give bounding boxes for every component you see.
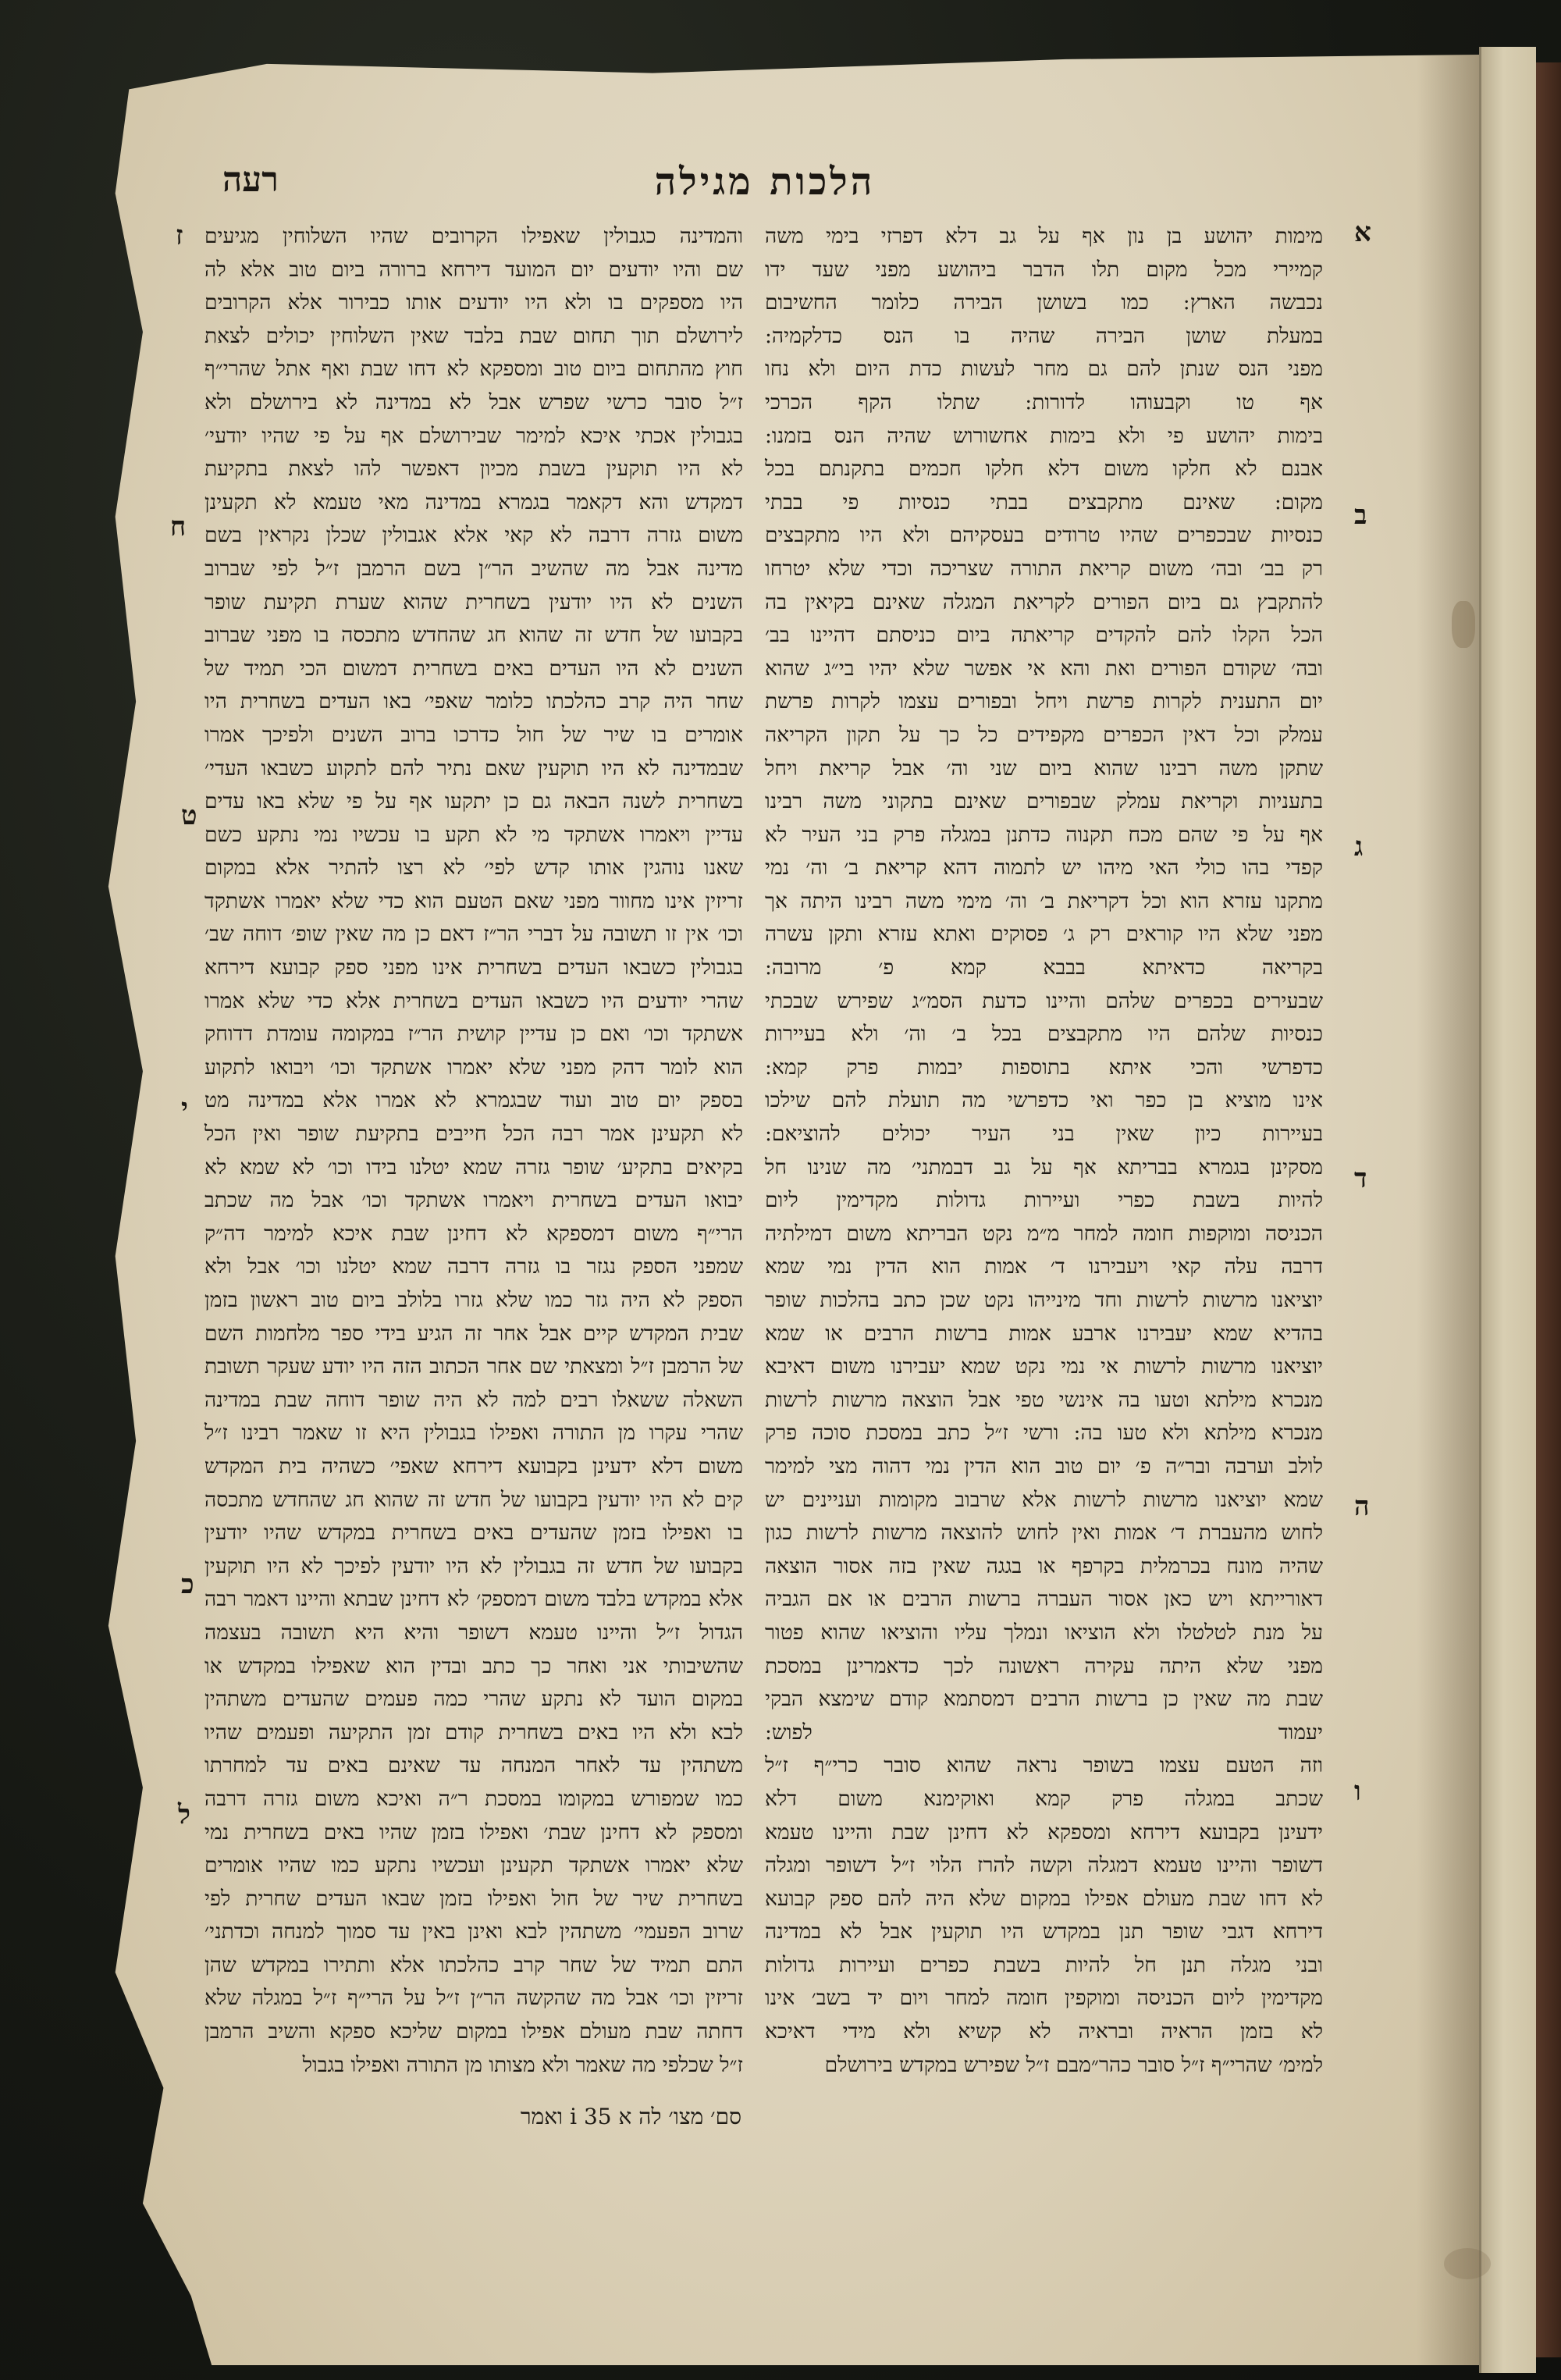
text-line: משום גזרה דרבה לא קאי אלא אגבולין שכלן נקראין בשם — [204, 523, 743, 548]
margin-letter: ג — [1354, 831, 1364, 863]
text-line: שכתב במגלה פרק קמא ואוקימנא משום דלא — [765, 1786, 1323, 1811]
text-line: להיות בשבת כפרי ועיירות גדולות מקדימין ליום — [765, 1188, 1323, 1213]
text-line: בקיאים בתקיע׳ שופר גזרה שמא יטלנו בידו וכו׳ לא שמא לא — [204, 1154, 743, 1179]
text-line: כדפרשי והכי איתא בתוספות יבמות פרק קמא: — [765, 1055, 1323, 1080]
text-line: מסקינן בגמרא בבריתא אף על גב דבמתני׳ מה שנינו חל — [765, 1154, 1323, 1179]
text-line: שהרי עקרו מן התורה ואפילו בגבולין היא זו שאמר רבינו ז״ל — [204, 1421, 743, 1446]
text-line: במעלת שושן הבירה שהיה בו הנס כדלקמיה: — [765, 323, 1323, 348]
text-line: קמיירי מכל מקום תלו הדבר ביהושע מפני שעד ידו — [765, 257, 1323, 282]
text-line: יוציאנו מרשות לרשות אי נמי נקט שמא יעבירנו משום דאיבא — [765, 1354, 1323, 1379]
text-line: הוא לומר דהק מפני שלא יאמרו אשתקד וכו׳ ויבואו לתקוע — [204, 1055, 743, 1080]
text-line: הכל הקלו להם להקדים קריאתה ביום כניסתם דהיינו בב׳ — [765, 623, 1323, 648]
catchword-line: סם׳ מצו׳ לה א 35 i ואמר — [520, 2104, 741, 2129]
text-line: הרי״ף משום דמספקא לא דחינן שבת איכא למימר דה״ק — [204, 1221, 743, 1246]
text-line: שמפני הספק נגזר בו גזרה דרבה שמא יטלנו וכו׳ אבל ולא — [204, 1254, 743, 1279]
text-line: דחתה שבת מעולם אפילו במקום שליכא ספקא והשיב הרמבן — [204, 2019, 743, 2044]
text-line: וכו׳ אין זו תשובה על דברי הר״ז דאם כן מה שאין שופ׳ דוחה שב׳ — [204, 922, 743, 947]
text-line: השנים לא היו יודעין בשחרית שהוא שערת תקיעת שופר — [204, 589, 743, 614]
text-line: דשופר והיינו טעמא דמגלה וקשה להרז הלוי ז״ל דשופר ומגלה — [765, 1853, 1323, 1878]
text-line: שאנו נוהגין אותו קדש לפי׳ לא רצו להתיר אלא במקום — [204, 856, 743, 880]
text-line: אבנם לא חלקו משום דלא חלקו חכמים בתקנתם בכל — [765, 457, 1323, 482]
text-line: דירחא דגבי שופר תנן במקדש היו תוקעין אבל לא במדינה — [765, 1919, 1323, 1944]
text-line: מפני שלא היו קוראים רק ג׳ פסוקים ואתא עזרא ותקן עשרה — [765, 922, 1323, 947]
text-line: דאורייתא ויש כאן אסור העברה ברשות הרבים או אם הגביה — [765, 1587, 1323, 1612]
text-line: שלא יאמרו אשתקד תקעינן ועכשיו נתקע כמו שהיו אומרים — [204, 1853, 743, 1878]
text-line: עדיין ויאמרו אשתקד מי לא תקע בו עכשיו נמי נתקע כשם — [204, 822, 743, 847]
text-line: בגבולין אכתי איכא למימר שבירושלם אף על פי שהיו יודעי׳ — [204, 423, 743, 448]
margin-letter: ב — [1354, 500, 1367, 531]
text-line: מקום: שאינם מתקבצים בבתי כנסיות פי בבתי — [765, 489, 1323, 514]
text-line: בקבועו של חדש זה שהוא חג שהחדש מתכסה בו מפני שברוב — [204, 623, 743, 648]
text-line: מקדימין ליום הכניסה ומוקפין חומה למחר ויום יד בשב׳ אינו — [765, 1986, 1323, 2011]
text-line: השאלה ששאלו רבים למה לא היה שופר דוחה שבת במדינה — [204, 1387, 743, 1412]
margin-letter: י — [181, 1093, 188, 1124]
text-line: לבא ולא היו באים בשחרית קודם זמן התקיעה ופעמים שהיו — [204, 1720, 743, 1745]
paper-stain — [1452, 601, 1475, 648]
margin-letter: א — [1354, 217, 1371, 248]
text-line: לא בזמן הראיה ובראיה לא קשיא ולא מידי דאיכא — [765, 2019, 1323, 2044]
text-line: עמלק וכל דאין הכפרים מקפידים כל כך על תקון הקריאה — [765, 722, 1323, 747]
text-line: והמדינה כגבולין שאפילו הקרובים שהיו השלוחין מגיעים — [204, 224, 743, 248]
text-line: שבית המקדש קיים אבל אחר זה הגיע בידי ספר מלחמות השם — [204, 1321, 743, 1346]
text-line: בתעניות וקריאת עמלק שבפורים שאינם בתקוני משה רבינו — [765, 789, 1323, 814]
text-line: שחר היה קרב כהלכתו כלומר שאפי׳ באו העדים בשחרית היו — [204, 689, 743, 714]
margin-letter: ה — [1354, 1491, 1370, 1522]
text-line: בשחרית לשנה הבאה גם כן יתקעו אף על פי שלא באו עדים — [204, 789, 743, 814]
text-line: נכבשה הארץ: כמו בשושן הבירה כלומר החשיבום — [765, 290, 1323, 315]
text-line: במקום הועד לא נתקע שהרי כמה פעמים שהעדים משתהין — [204, 1687, 743, 1712]
text-line: אומרים בו שיר של חול כדרכו ברוב השנים ולפיכך אמרו — [204, 722, 743, 747]
text-line: מנכרא מילתא ולא טעו בה: ורשי ז״ל כתב במסכת סוכה פרק — [765, 1421, 1323, 1446]
book-cover-edge — [1534, 62, 1561, 2357]
text-line: שהרי יודעים היו כשבאו העדים בשחרית אלא כדי שלא אמרו — [204, 988, 743, 1013]
text-line: ובה׳ שקודם הפורים ואת והא אי אפשר שלא יהיו בי״ג שהוא — [765, 656, 1323, 681]
text-line: מפני הנס שנתן להם גם מחר לעשות כדת היום ולא נחו — [765, 357, 1323, 382]
text-line: למימ׳ שהרי״ף ז״ל סובר כהר״מבם ז״ל שפירש במקדש בירושלם — [824, 2052, 1323, 2077]
text-line: רק בב׳ ובה׳ משום קריאת התורה שצריכה וכדי שלא יטרחו — [765, 556, 1323, 581]
right-text-column — [765, 220, 1323, 2077]
text-line: כמו שמפורש במקומו במסכת ר״ה ואיכא משום גזרה דרבה — [204, 1786, 743, 1811]
text-line: שהשיבותי אני ואחר כך כתב ובדין הוא שאפילו במקדש או — [204, 1653, 743, 1678]
text-line: זריזין אינו מחוור מפני שאם הטעם הוא כדי שלא יאמרו אשתקד — [204, 888, 743, 913]
text-line: ידעינן בקבועא דירחא ומספקא לא דחינן שבת והיינו טעמא — [765, 1820, 1323, 1845]
running-title: הלכות מגילה — [654, 160, 876, 204]
margin-letter: ו — [1354, 1776, 1361, 1807]
text-line: שבת מה שאין כן ברשות הרבים דמסתמא קודם שימצא הבקי — [765, 1687, 1323, 1712]
text-line: משתהין עד לאחר המנחה עד שאינם באים עד למחרתו — [204, 1753, 743, 1778]
text-line: ז״ל שכלפי מה שאמר ולא מצותו מן התורה ואפילו בגבול — [302, 2052, 743, 2077]
paper-stain — [1444, 2248, 1491, 2279]
text-line: להתקבץ גם ביום הפורים לקריאת המגלה שאינם בקיאין בה — [765, 589, 1323, 614]
text-line: בספק יום טוב ועוד שבגמרא לא אמרו אלא במדינה מט — [204, 1088, 743, 1113]
margin-letter: ל — [178, 1799, 190, 1830]
text-line: בשחרית שיר של חול ואפילו בזמן שבאו העדים שחרית לפי — [204, 1886, 743, 1911]
margin-letter: ז — [176, 220, 183, 251]
text-line: בקריאה כדאיתא בבבא קמא פ׳ מרובה: — [765, 955, 1323, 980]
text-line: על מנת לטלטלו ולא הוציאו ונמלך עליו והוציאו שהוא פטור — [765, 1620, 1323, 1645]
left-text-column — [204, 220, 743, 2090]
text-line: ובני מגלה תנן חל להיות בשבת כפרים ועיירות גדולות — [765, 1952, 1323, 1977]
facing-page-strip — [1479, 47, 1536, 2373]
text-line: דמקדש והא דקאמר בגמרא במדינה מאי טעמא לא תקעינן — [204, 489, 743, 514]
text-line: משום דלא ידעינן בקבועא דירחא שאפי׳ כשהיה בית המקדש — [204, 1453, 743, 1478]
text-line: בעיירות כיון שאין בני העיר יכולים להוציאם: — [765, 1122, 1323, 1147]
text-line: שבמדינה לא היו תוקעין שאם נתיר להם לתקוע כשבאו העדי׳ — [204, 756, 743, 781]
text-line: אלא במקדש בלבד משום דמספק׳ לא דחינן שבתא והיינו דאמר רבה — [204, 1587, 743, 1612]
text-line: בהדיא שמא יעבירנו ארבע אמות ברשות הרבים או שמא — [765, 1321, 1323, 1346]
text-line: יוציאנו מרשות לרשות וחד מינייהו נקט שכן כתב בהלכות שופר — [765, 1288, 1323, 1312]
text-line: מדינה אבל מה שהשיב הר״ן בשם הרמבן ז״ל לפי שברוב — [204, 556, 743, 581]
text-line: כנסיות שלהם היו מתקבצים בכל ב׳ וה׳ ולא בעיירות — [765, 1022, 1323, 1047]
text-line: בו ואפילו בזמן שהעדים באים בשחרית במקדש שהיו יודעין — [204, 1521, 743, 1546]
folio-number: רעה — [222, 160, 279, 200]
text-line: יעמוד לפוש: — [765, 1720, 1323, 1745]
text-line: דרבה עלה קאי ויעבירנו ד׳ אמות הוא הדין נמי שמא — [765, 1254, 1323, 1279]
text-line: אף טו וקבעוהו לדורות: שתלו הקף הכרכי — [765, 390, 1323, 414]
text-line: הכניסה ומוקפות חומה למחר מ״מ נקט הבריתא משום דמילתיה — [765, 1221, 1323, 1246]
text-line: שהיה מונח בכרמלית בקרפף או בגגה שאין בזה אסור הוצאה — [765, 1553, 1323, 1578]
text-line: השנים לא היו העדים באים בשחרית דמשום הכי תמיד של — [204, 656, 743, 681]
text-line: שמא יוציאנו מרשות לרשות אלא שרבוב מקומות ועניינים יש — [765, 1487, 1323, 1512]
text-line: מתקנו עזרא הוא וכל דקריאת ב׳ וה׳ מימי משה רבינו היתה אך — [765, 888, 1323, 913]
text-line: מימות יהושע בן נון אף על גב דלא דפרזי בימי משה — [765, 224, 1323, 248]
text-line: מנכרא מילתא וטעו בה אינשי טפי אבל הוצאה מרשות לרשות — [765, 1387, 1323, 1412]
text-line: לחוש מהעברת ד׳ אמות ואין לחוש להוצאה מרשות לרשות כגון — [765, 1521, 1323, 1546]
text-line: הספק לא היה גזר כמו שלא גזרו בלולב ביום טוב ראשון בזמן — [204, 1288, 743, 1312]
margin-letter: ט — [181, 800, 197, 831]
gutter-shadow — [1417, 55, 1479, 2365]
text-line: ז״ל סובר כרשי שפרש אבל לא במדינה לא בירושלם ולא — [204, 390, 743, 414]
text-line: הגדול ז״ל והיינו טעמא דשופר והיא היא תשובה בעצמה — [204, 1620, 743, 1645]
text-line: שבעירים בכפרים שלהם והיינו כדעת הסמ״ג שפירש שבכתי — [765, 988, 1323, 1013]
text-line: וזה הטעם עצמו בשופר נראה שהוא סובר כרי״ף ז״ל — [765, 1753, 1323, 1778]
text-line: מפני שלא היתה עקירה ראשונה לכך כדאמרינן במסכת — [765, 1653, 1323, 1678]
text-line: יום התענית לקרות פרשת ויחל ובפורים עצמו לקרות פרשת — [765, 689, 1323, 714]
text-line: חוץ מהתחום ביום טוב ומספקא לא דחו שבת ואף אתל שהרי״ף — [204, 357, 743, 382]
text-line: שרוב הפעמי׳ משתהין לבא ואינן באין עד סמוך למנחה וכדתני׳ — [204, 1919, 743, 1944]
text-line: אינו מוציא בן כפר ואי כדפרשי מה תועלת להם שילכו — [765, 1088, 1323, 1113]
text-line: קפדי בהו כולי האי מיהו יש לתמוה דהא קריאת ב׳ וה׳ נמי — [765, 856, 1323, 880]
text-line: התם תמיד של שחר קרב כהלכתו אלא ותתירו במקדש שהן — [204, 1952, 743, 1977]
text-line: אשתקד וכו׳ ואם כן עדיין קושית הר״ז במקומה עומדת דדוחק — [204, 1022, 743, 1047]
text-line: שם והיו יודעים יום המועד דירחא ברורה ביום טוב אלא לה — [204, 257, 743, 282]
text-line: שתקן משה רבינו שהוא ביום שני וה׳ אבל קריאת ויחל — [765, 756, 1323, 781]
margin-letter: ח — [170, 511, 187, 543]
text-line: בגבולין כשבאו העדים בשחרית אינו מפני ספק קבועא דירחא — [204, 955, 743, 980]
text-line: לירושלם תוך תחום שבת בלבד שאין השלוחין יכולים לצאת — [204, 323, 743, 348]
text-line: לא היו תוקעין בשבת מכיון דאפשר להו לצאת בתקיעת — [204, 457, 743, 482]
text-line: לא דחו שבת מעולם אפילו במקום שלא היה להם ספק קבועא — [765, 1886, 1323, 1911]
text-line: יבואו העדים בשחרית ויאמרו אשתקד וכו׳ אבל מה שכתב — [204, 1188, 743, 1213]
text-line: זריזין וכו׳ אבל מה שהקשה הר״ן ז״ל על הרי״ף ז״ל במגלה שלא — [204, 1986, 743, 2011]
text-line: בימות יהושע פי ולא בימות אחשורוש שהיה הנס בזמנו: — [765, 423, 1323, 448]
margin-letter: ד — [1354, 1163, 1367, 1194]
page-header — [156, 160, 1374, 215]
margin-letter: כ — [181, 1569, 194, 1600]
text-line: של הרמבן ז״ל ומצאתי שם אחר הכתוב הזה היו יודע שעקר תשובת — [204, 1354, 743, 1379]
text-line: היו מספקים בו ולא היו יודעים אותו כבירור אלא הקרובים — [204, 290, 743, 315]
text-line: אף על פי שהם מכח תקנוה כדתנן במגלה פרק בני העיר לא — [765, 822, 1323, 847]
text-line: כנסיות שבכפרים שהיו טרודים בעסקיהם ולא היו מתקבצים — [765, 523, 1323, 548]
text-line: קים לא היו יודעין בקבועו של חדש זה שהוא חג שהחדש מתכסה — [204, 1487, 743, 1512]
text-line: לא תקעינן אמר רבה הכל חייבים בתקיעת שופר ואין הכל — [204, 1122, 743, 1147]
text-line: ומספק לא דחינן שבת׳ ואפילו בזמן שהיו באים בשחרית נמי — [204, 1820, 743, 1845]
text-line: בקבועו של חדש זה בגבולין לא היו יודעין לפיכך לא היו תוקעין — [204, 1553, 743, 1578]
text-line: לולב וערבה ובר״ה פ׳ יום טוב הוא הדין נמי דהוה מצי למימר — [765, 1453, 1323, 1478]
